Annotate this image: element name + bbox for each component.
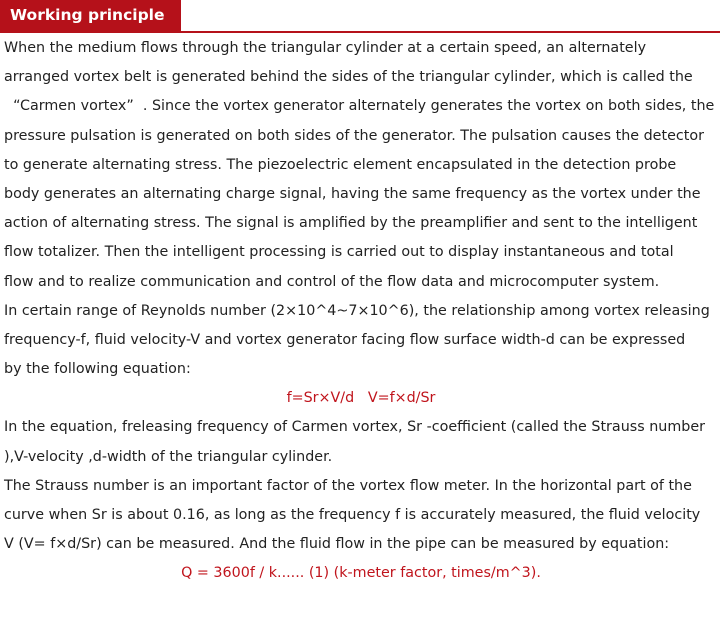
paragraph-strauss — [4, 472, 718, 560]
text-line: “Carmen vortex” . Since the vortex generator alternately generates the vortex on both sides, the — [4, 98, 715, 115]
equation-flow: Q = 3600f / k...... (1) (k-meter factor, times/m^3). — [181, 565, 541, 582]
text-line: The Strauss number is an important factor of the vortex flow meter. In the horizontal part of the — [4, 477, 692, 494]
text-line: action of alternating stress. The signal is amplified by the preamplifier and sent to the intelligent — [4, 215, 698, 232]
text-line: ),V-velocity ,d-width of the triangular cylinder. — [4, 448, 333, 465]
text-line: pressure pulsation is generated on both sides of the generator. The pulsation causes the detector — [4, 127, 704, 144]
text-line: V (V= f×d/Sr) can be measured. And the fluid flow in the pipe can be measured by equation: — [4, 536, 670, 553]
equation-frequency: f=Sr×V/d V=f×d/Sr — [286, 390, 436, 407]
text-line: In certain range of Reynolds number (2×10^4~7×10^6), the relationship among vortex releasing — [4, 302, 710, 319]
text-line: frequency-f, fluid velocity-V and vortex generator facing flow surface width-d can be expressed — [4, 331, 686, 348]
text-line: flow totalizer. Then the intelligent processing is carried out to display instantaneous and total — [4, 244, 674, 261]
paragraph-reynolds — [4, 297, 718, 385]
article-body — [4, 34, 718, 589]
text-line: body generates an alternating charge signal, having the same frequency as the vortex under the — [4, 185, 701, 202]
text-line: curve when Sr is about 0.16, as long as the frequency f is accurately measured, the fluid velocity — [4, 507, 701, 523]
section-header — [0, 0, 720, 31]
text-line: flow and to realize communication and control of the flow data and microcomputer system. — [4, 273, 660, 290]
text-line: In the equation, freleasing frequency of Carmen vortex, Sr -coefficient (called the Strauss number — [4, 419, 705, 436]
header-divider — [0, 31, 720, 33]
section-title: Working principle — [0, 0, 181, 31]
paragraph-equation-explanation — [4, 413, 718, 471]
text-line: to generate alternating stress. The piezoelectric element encapsulated in the detection probe — [4, 156, 677, 173]
text-line: arranged vortex belt is generated behind the sides of the triangular cylinder, which is called the — [4, 69, 693, 86]
text-line: When the medium flows through the triangular cylinder at a certain speed, an alternately — [4, 40, 647, 56]
paragraph-principle — [4, 34, 718, 297]
text-line: by the following equation: — [4, 361, 191, 378]
